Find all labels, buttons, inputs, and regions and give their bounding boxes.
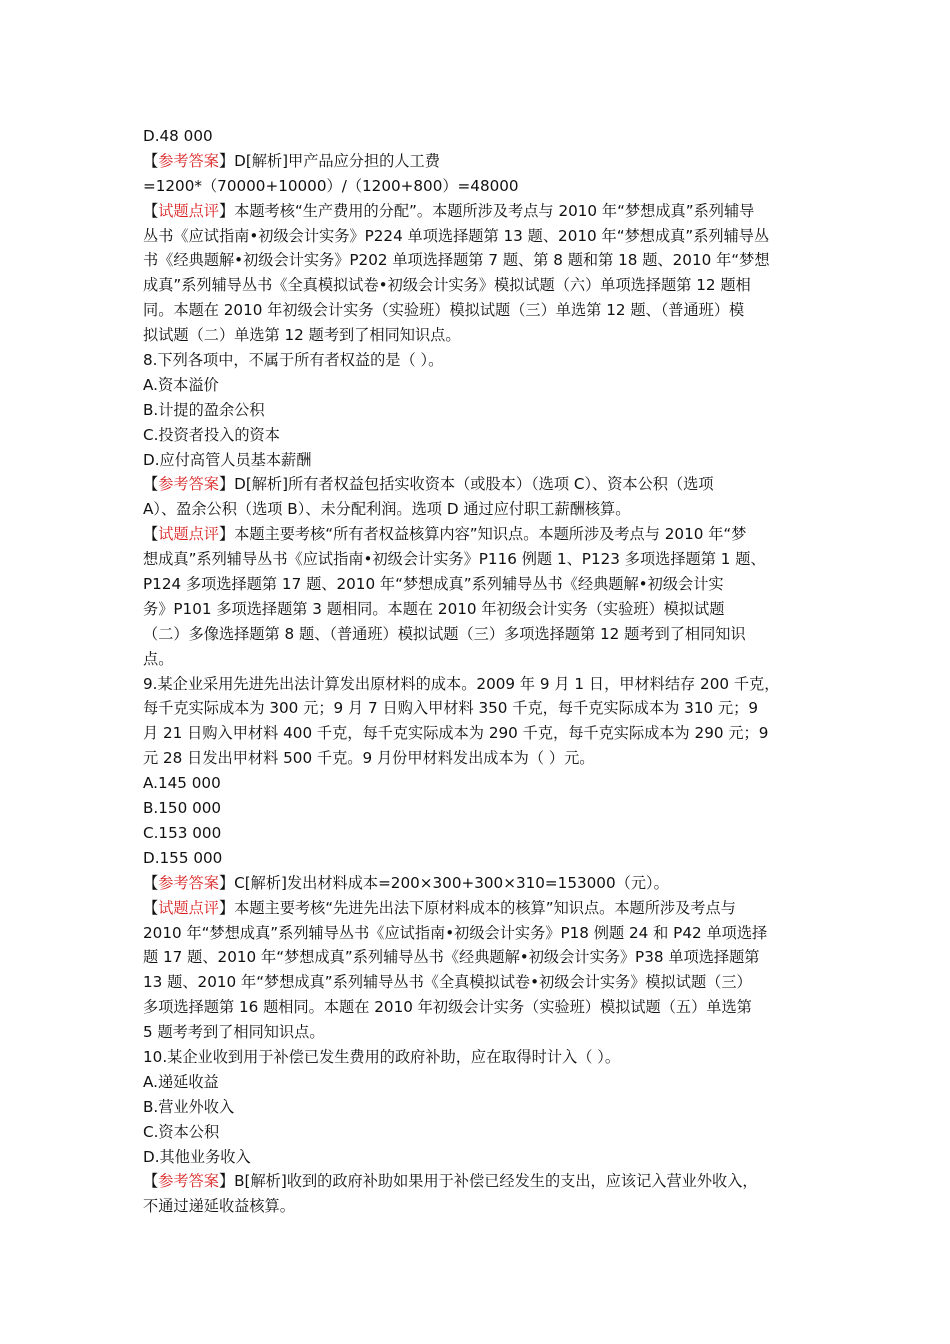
line-text: 成真”系列辅导丛书《全真模拟试卷•初级会计实务》模拟试题（六）单项选择题第 12 题相 (143, 276, 751, 295)
line-text: 5 题考考到了相同知识点。 (143, 1023, 325, 1042)
line-text: A.资本溢价 (143, 375, 219, 394)
line-text: 每千克实际成本为 300 元；9 月 7 日购入甲材料 350 千克，每千克实际成本为 310 元；9 (143, 699, 759, 718)
line-text: C.资本公积 (143, 1122, 220, 1141)
text-line (143, 398, 815, 423)
line-text: B.计提的盈余公积 (143, 400, 265, 419)
text-line (143, 647, 815, 672)
line-text: 题 17 题、2010 年“梦想成真”系列辅导丛书《经典题解•初级会计实务》P38 单项选择题第 (143, 948, 760, 967)
section-tag: 参考答案 (158, 151, 219, 170)
text-line (143, 298, 815, 323)
line-text: B.150 000 (143, 799, 222, 818)
text-line (143, 124, 815, 149)
line-text: D.155 000 (143, 848, 223, 867)
line-text: 本题考核“生产费用的分配”。本题所涉及考点与 2010 年“梦想成真”系列辅导 (234, 201, 755, 220)
line-text: 丛书《应试指南•初级会计实务》P224 单项选择题第 13 题、2010 年“梦想成真”系列辅导丛 (143, 226, 770, 245)
text-line (143, 522, 815, 547)
line-text: 想成真”系列辅导丛书《应试指南•初级会计实务》P116 例题 1、P123 多项选择题第 1 题、 (143, 550, 766, 569)
line-text: B.营业外收入 (143, 1097, 235, 1116)
text-line (143, 1194, 815, 1219)
line-text: （二）多像选择题第 8 题、（普通班）模拟试题（三）多项选择题第 12 题考到了相同知识 (143, 624, 746, 643)
bracket-open: 【 (143, 475, 159, 494)
text-line (143, 323, 815, 348)
text-line (143, 796, 815, 821)
line-text: 9.某企业采用先进先出法计算发出原材料的成本。2009 年 9 月 1 日，甲材料结存 200 千克， (143, 674, 780, 693)
text-line (143, 472, 815, 497)
line-text: D.应付高管人员基本薪酬 (143, 450, 312, 469)
text-line (143, 995, 815, 1020)
text-line (143, 572, 815, 597)
section-tag: 试题点评 (158, 525, 219, 544)
line-text: D.48 000 (143, 127, 213, 145)
text-line (143, 273, 815, 298)
text-line (143, 746, 815, 771)
line-text: 2010 年“梦想成真”系列辅导丛书《应试指南•初级会计实务》P18 例题 24 和 P42 单项选择 (143, 923, 768, 942)
line-text: 多项选择题第 16 题相同。本题在 2010 年初级会计实务（实验班）模拟试题（五）单选第 (143, 998, 752, 1017)
line-text: C[解析]发出材料成本=200×300+300×310=153000（元）。 (234, 873, 669, 892)
text-line (143, 497, 815, 522)
text-line (143, 174, 815, 199)
section-tag: 试题点评 (158, 898, 219, 917)
text-line (143, 1120, 815, 1145)
text-line (143, 1169, 815, 1194)
line-text: =1200*（70000+10000）/（1200+800）=48000 (143, 176, 519, 195)
text-line (143, 1020, 815, 1045)
section-tag: 参考答案 (158, 1172, 219, 1191)
line-text: 元 28 日发出甲材料 500 千克。9 月份甲材料发出成本为（ ）元。 (143, 749, 595, 768)
line-text: 点。 (143, 649, 174, 668)
text-line (143, 248, 815, 273)
bracket-close: 】 (218, 475, 235, 494)
text-line (143, 721, 815, 746)
text-line (143, 224, 815, 249)
document-page (143, 124, 815, 1219)
text-line (143, 373, 815, 398)
text-line (143, 846, 815, 871)
line-text: A.145 000 (143, 774, 221, 793)
line-text: C.153 000 (143, 823, 222, 842)
text-line (143, 1095, 815, 1120)
section-tag: 参考答案 (158, 475, 219, 494)
bracket-open: 【 (143, 525, 159, 544)
bracket-open: 【 (143, 201, 159, 220)
line-text: D[解析]甲产品应分担的人工费 (234, 151, 440, 170)
text-line (143, 896, 815, 921)
line-text: A）、盈余公积（选项 B）、未分配利润。选项 D 通过应付职工薪酬核算。 (143, 500, 631, 519)
line-text: P124 多项选择题第 17 题、2010 年“梦想成真”系列辅导丛书《经典题解•初级会计实 (143, 575, 724, 594)
section-tag: 试题点评 (158, 201, 219, 220)
line-text: 拟试题（二）单选第 12 题考到了相同知识点。 (143, 326, 461, 345)
line-text: C.投资者投入的资本 (143, 425, 280, 444)
text-line (143, 771, 815, 796)
text-line (143, 597, 815, 622)
bracket-close: 】 (218, 201, 235, 220)
text-line (143, 622, 815, 647)
text-line (143, 149, 815, 174)
line-text: 务》P101 多项选择题第 3 题相同。本题在 2010 年初级会计实务（实验班）模拟试题 (143, 599, 725, 618)
section-tag: 参考答案 (158, 873, 219, 892)
bracket-open: 【 (143, 151, 159, 170)
bracket-close: 】 (218, 873, 235, 892)
line-text: 10.某企业收到用于补偿已发生费用的政府补助，应在取得时计入（ ）。 (143, 1047, 621, 1066)
line-text: 不通过递延收益核算。 (143, 1197, 295, 1216)
text-line (143, 945, 815, 970)
line-text: 本题主要考核“所有者权益核算内容”知识点。本题所涉及考点与 2010 年“梦 (234, 525, 747, 544)
bracket-open: 【 (143, 1172, 159, 1191)
text-line (143, 821, 815, 846)
line-text: B[解析]收到的政府补助如果用于补偿已经发生的支出，应该记入营业外收入， (234, 1172, 758, 1191)
bracket-close: 】 (218, 525, 235, 544)
text-line (143, 348, 815, 373)
text-line (143, 423, 815, 448)
line-text: D.其他业务收入 (143, 1147, 251, 1166)
line-text: 本题主要考核“先进先出法下原材料成本的核算”知识点。本题所涉及考点与 (234, 898, 736, 917)
line-text: 书《经典题解•初级会计实务》P202 单项选择题第 7 题、第 8 题和第 18 题、2010 年“梦想 (143, 251, 770, 270)
line-text: 同。本题在 2010 年初级会计实务（实验班）模拟试题（三）单选第 12 题、（普通班）模 (143, 301, 745, 320)
text-line (143, 448, 815, 473)
text-line (143, 921, 815, 946)
bracket-open: 【 (143, 898, 159, 917)
line-text: A.递延收益 (143, 1072, 219, 1091)
text-line (143, 696, 815, 721)
bracket-close: 】 (218, 151, 235, 170)
text-line (143, 1045, 815, 1070)
bracket-open: 【 (143, 873, 159, 892)
bracket-close: 】 (218, 1172, 235, 1191)
text-line (143, 871, 815, 896)
line-text: 13 题、2010 年“梦想成真”系列辅导丛书《全真模拟试卷•初级会计实务》模拟试题（三） (143, 973, 752, 992)
line-text: 8.下列各项中，不属于所有者权益的是（ ）。 (143, 351, 444, 370)
text-line (143, 547, 815, 572)
text-line (143, 1145, 815, 1170)
text-line (143, 1070, 815, 1095)
text-line (143, 672, 815, 697)
text-line (143, 199, 815, 224)
bracket-close: 】 (218, 898, 235, 917)
text-line (143, 970, 815, 995)
line-text: 月 21 日购入甲材料 400 千克，每千克实际成本为 290 千克，每千克实际成本为 290 元；9 (143, 724, 769, 743)
line-text: D[解析]所有者权益包括实收资本（或股本）（选项 C）、资本公积（选项 (234, 475, 714, 494)
